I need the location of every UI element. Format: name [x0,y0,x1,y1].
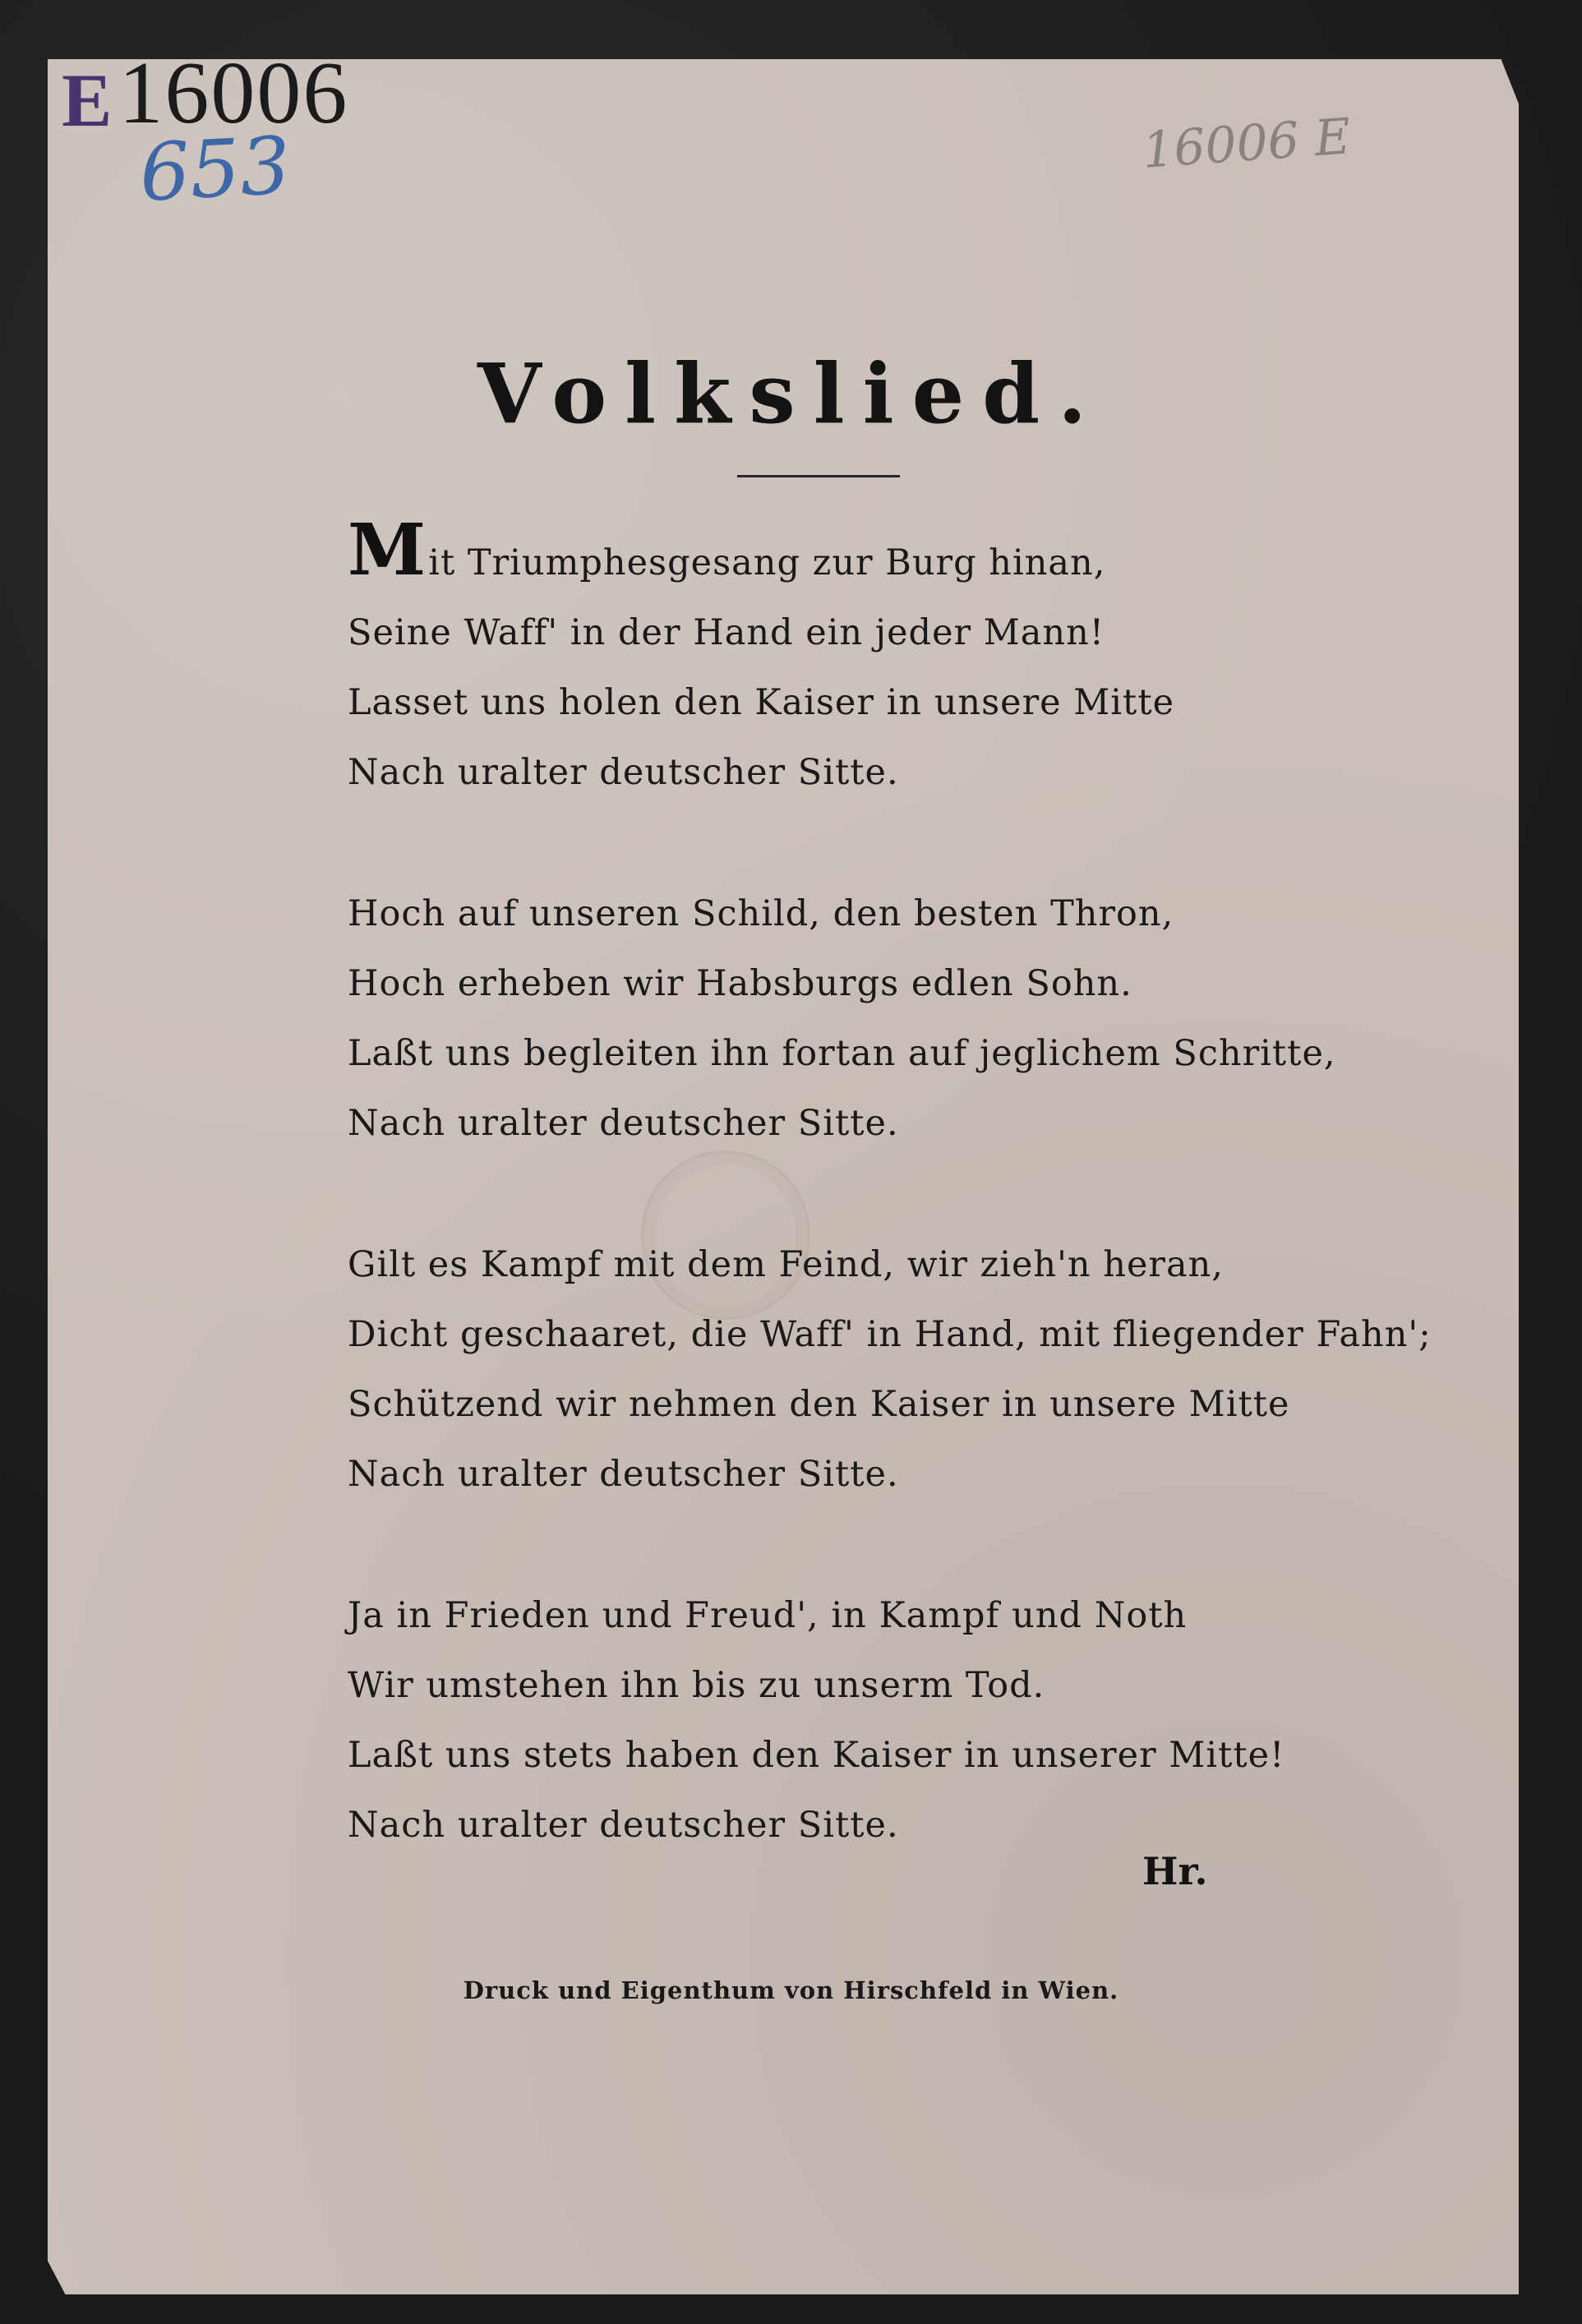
poem-line: Wir umstehen ihn bis zu unserm Tod. [348,1665,1045,1706]
poem [348,509,1432,1932]
stanza-4 [348,1581,1416,1861]
poem-line: Laßt uns stets haben den Kaiser in unserer Mitte! [348,1735,1285,1776]
poem-line: Nach uralter deutscher Sitte. [348,1805,899,1846]
poem-line: Nach uralter deutscher Sitte. [348,1103,899,1144]
accession-number: 16006 [118,44,349,142]
printer-imprint: Druck und Eigenthum von Hirschfeld in Wien. [463,1976,1119,2004]
poem-line: Nach uralter deutscher Sitte. [348,1454,899,1495]
poem-line: Hoch erheben wir Habsburgs edlen Sohn. [348,963,1132,1004]
poem-line: Ja in Frieden und Freud', in Kampf und Noth [348,1595,1188,1636]
poem-line: Laßt uns begleiten ihn fortan auf jeglichem Schritte, [348,1033,1336,1074]
stanza-1 [348,509,1416,808]
author-signature: Hr. [1142,1849,1208,1893]
stamp-letter: E [62,58,113,142]
drop-cap: M [348,509,427,592]
poem-line-text: it Triumphesgesang zur Burg hinan, [428,542,1106,583]
poem-line: Seine Waff' in der Hand ein jeder Mann! [348,612,1105,653]
stanza-2 [348,879,1416,1159]
blue-pencil-number: 653 [137,119,293,219]
poem-line: Gilt es Kampf mit dem Feind, wir zieh'n heran, [348,1244,1224,1285]
poem-line: Dicht geschaaret, die Waff' in Hand, mit fliegender Fahn'; [348,1314,1432,1355]
page-title: Volkslied. [477,345,1105,442]
title-divider [737,475,900,477]
poem-line: Hoch auf unseren Schild, den besten Thron, [348,893,1174,934]
poem-line: Lasset uns holen den Kaiser in unsere Mitte [348,682,1175,723]
poem-line: Nach uralter deutscher Sitte. [348,752,899,793]
poem-line: Schützend wir nehmen den Kaiser in unsere Mitte [348,1384,1290,1425]
poem-line [348,509,1416,598]
stanza-3 [348,1230,1432,1510]
pencil-reference: 16006 E [1140,108,1353,180]
